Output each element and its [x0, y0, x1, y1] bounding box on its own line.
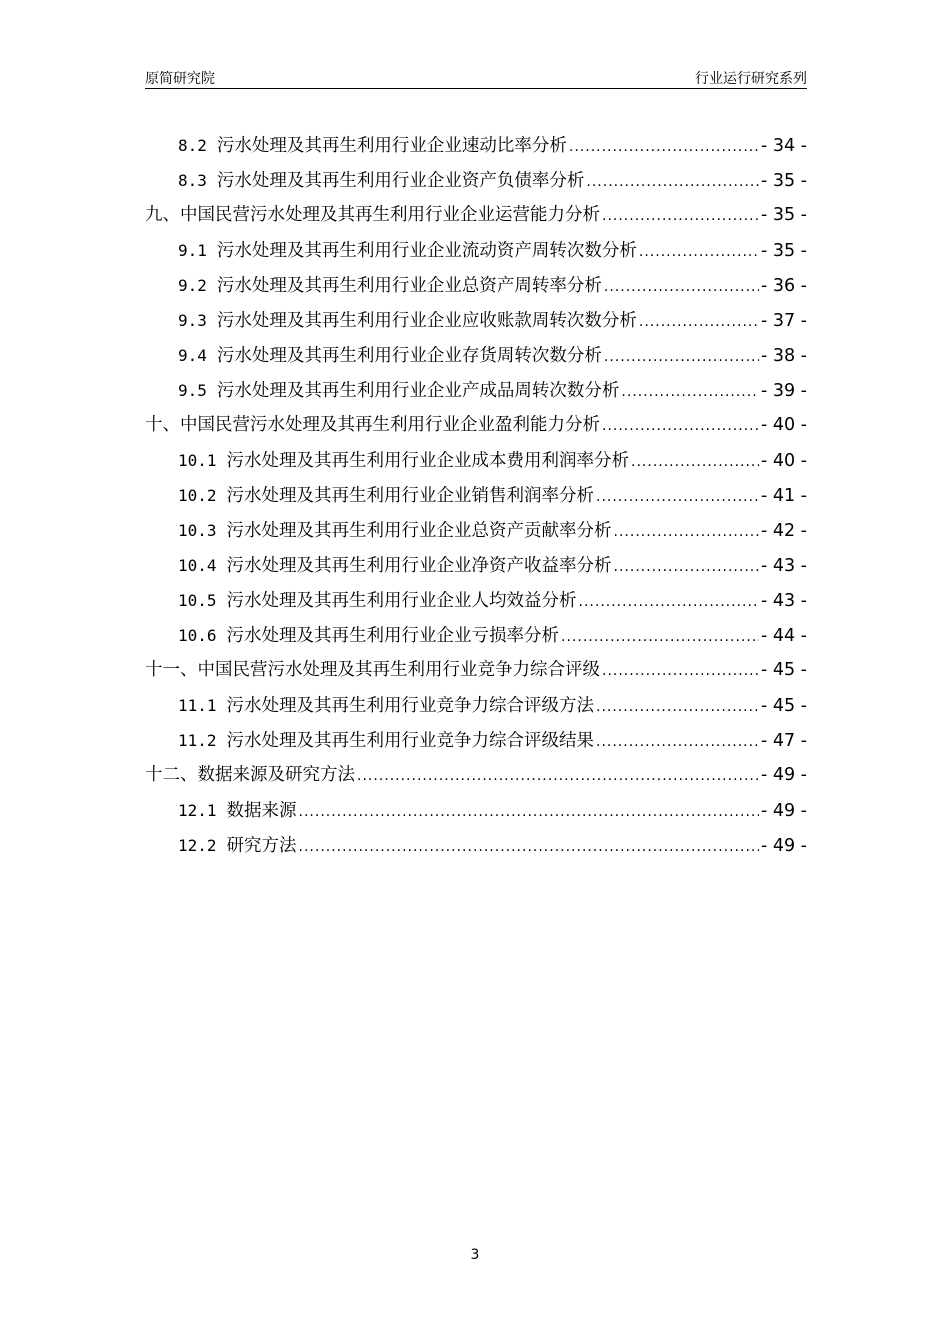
toc-entry-title: 污水处理及其再生利用行业企业应收账款周转次数分析: [216, 311, 637, 331]
toc-entry-page: - 36 -: [760, 276, 807, 296]
toc-entry-number: 10.1: [178, 451, 217, 470]
toc-entry-page: - 45 -: [760, 696, 807, 716]
toc-entry-page: - 35 -: [760, 171, 807, 191]
table-of-contents: [145, 128, 807, 863]
toc-entry-page: - 37 -: [760, 311, 807, 331]
toc-entry-title: 污水处理及其再生利用行业企业速动比率分析: [216, 136, 567, 156]
toc-dot-leader: [639, 235, 759, 270]
toc-entry-title: 污水处理及其再生利用行业企业销售利润率分析: [226, 486, 595, 506]
toc-entry-title: 十一、中国民营污水处理及其再生利用行业竞争力综合评级: [145, 660, 600, 680]
toc-entry-title: 十二、数据来源及研究方法: [145, 765, 355, 785]
toc-entry-title: 污水处理及其再生利用行业企业人均效益分析: [226, 591, 577, 611]
toc-dot-leader: [639, 305, 759, 340]
toc-entry-page: - 40 -: [760, 451, 807, 471]
toc-entry[interactable]: [145, 268, 807, 303]
toc-entry-number: 10.4: [178, 556, 217, 575]
toc-entry-number: 9.1: [178, 241, 207, 260]
toc-dot-leader: [631, 445, 759, 480]
toc-dot-leader: [602, 654, 759, 689]
toc-dot-leader: [604, 340, 759, 375]
toc-entry-number: 12.1: [178, 801, 217, 820]
toc-entry-title: 污水处理及其再生利用行业企业成本费用利润率分析: [226, 451, 630, 471]
toc-entry-page: - 45 -: [760, 660, 807, 680]
toc-entry[interactable]: [145, 128, 807, 163]
toc-entry-title: 污水处理及其再生利用行业企业净资产收益率分析: [226, 556, 612, 576]
toc-dot-leader: [614, 515, 759, 550]
toc-entry[interactable]: [145, 163, 807, 198]
toc-entry-number: 8.2: [178, 136, 207, 155]
header-publisher: 原简研究院: [145, 71, 215, 87]
toc-entry[interactable]: [145, 303, 807, 338]
toc-entry-title: 污水处理及其再生利用行业竞争力综合评级方法: [226, 696, 595, 716]
toc-entry[interactable]: [145, 618, 807, 653]
toc-entry-title: 数据来源: [226, 801, 297, 821]
toc-entry[interactable]: [145, 758, 807, 793]
toc-entry[interactable]: [145, 653, 807, 688]
toc-entry[interactable]: [145, 513, 807, 548]
toc-entry[interactable]: [145, 478, 807, 513]
toc-entry[interactable]: [145, 338, 807, 373]
toc-entry[interactable]: [145, 408, 807, 443]
toc-dot-leader: [596, 725, 759, 760]
toc-entry[interactable]: [145, 688, 807, 723]
toc-entry-page: - 43 -: [760, 591, 807, 611]
toc-entry-number: 9.4: [178, 346, 207, 365]
toc-entry-title: 污水处理及其再生利用行业企业亏损率分析: [226, 626, 560, 646]
page-header: [145, 64, 807, 89]
toc-entry-page: - 49 -: [760, 836, 807, 856]
toc-entry-title: 十、中国民营污水处理及其再生利用行业企业盈利能力分析: [145, 415, 600, 435]
toc-entry-number: 11.2: [178, 731, 217, 750]
toc-entry-number: 10.3: [178, 521, 217, 540]
toc-entry-number: 9.3: [178, 311, 207, 330]
toc-entry-page: - 49 -: [760, 765, 807, 785]
toc-entry-title: 研究方法: [226, 836, 297, 856]
toc-entry-page: - 49 -: [760, 801, 807, 821]
header-series: 行业运行研究系列: [695, 71, 807, 87]
toc-dot-leader: [561, 620, 759, 655]
toc-dot-leader: [604, 270, 759, 305]
toc-entry[interactable]: [145, 793, 807, 828]
toc-entry-title: 污水处理及其再生利用行业企业存货周转次数分析: [216, 346, 602, 366]
toc-dot-leader: [299, 795, 759, 830]
toc-entry-number: 12.2: [178, 836, 217, 855]
toc-entry-page: - 39 -: [760, 381, 807, 401]
toc-dot-leader: [569, 130, 759, 165]
toc-entry[interactable]: [145, 373, 807, 408]
toc-entry-page: - 38 -: [760, 346, 807, 366]
toc-entry-page: - 44 -: [760, 626, 807, 646]
toc-entry-page: - 43 -: [760, 556, 807, 576]
toc-dot-leader: [579, 585, 759, 620]
toc-dot-leader: [621, 375, 759, 410]
toc-dot-leader: [614, 550, 759, 585]
toc-entry-title: 污水处理及其再生利用行业企业总资产贡献率分析: [226, 521, 612, 541]
toc-entry-number: 10.5: [178, 591, 217, 610]
toc-entry-title: 污水处理及其再生利用行业竞争力综合评级结果: [226, 731, 595, 751]
toc-entry[interactable]: [145, 548, 807, 583]
toc-entry[interactable]: [145, 828, 807, 863]
toc-dot-leader: [602, 409, 759, 444]
toc-entry-title: 污水处理及其再生利用行业企业资产负债率分析: [216, 171, 585, 191]
toc-entry[interactable]: [145, 198, 807, 233]
toc-entry-title: 九、中国民营污水处理及其再生利用行业企业运营能力分析: [145, 205, 600, 225]
toc-entry-number: 10.2: [178, 486, 217, 505]
toc-entry-number: 9.5: [178, 381, 207, 400]
toc-entry-number: 11.1: [178, 696, 217, 715]
toc-entry-number: 10.6: [178, 626, 217, 645]
toc-entry-title: 污水处理及其再生利用行业企业产成品周转次数分析: [216, 381, 620, 401]
toc-entry-page: - 47 -: [760, 731, 807, 751]
toc-entry-number: 8.3: [178, 171, 207, 190]
toc-entry-page: - 34 -: [760, 136, 807, 156]
toc-entry-page: - 42 -: [760, 521, 807, 541]
toc-entry[interactable]: [145, 583, 807, 618]
toc-entry-page: - 35 -: [760, 241, 807, 261]
toc-dot-leader: [596, 480, 759, 515]
toc-dot-leader: [596, 690, 759, 725]
toc-entry-page: - 35 -: [760, 205, 807, 225]
toc-dot-leader: [586, 165, 759, 200]
page-number: 3: [470, 1247, 480, 1263]
toc-entry[interactable]: [145, 723, 807, 758]
toc-entry-number: 9.2: [178, 276, 207, 295]
toc-entry-title: 污水处理及其再生利用行业企业流动资产周转次数分析: [216, 241, 637, 261]
toc-entry[interactable]: [145, 443, 807, 478]
toc-entry-title: 污水处理及其再生利用行业企业总资产周转率分析: [216, 276, 602, 296]
toc-dot-leader: [299, 830, 759, 865]
toc-entry-page: - 41 -: [760, 486, 807, 506]
toc-entry-page: - 40 -: [760, 415, 807, 435]
toc-dot-leader: [602, 199, 759, 234]
toc-entry[interactable]: [145, 233, 807, 268]
toc-dot-leader: [357, 759, 759, 794]
